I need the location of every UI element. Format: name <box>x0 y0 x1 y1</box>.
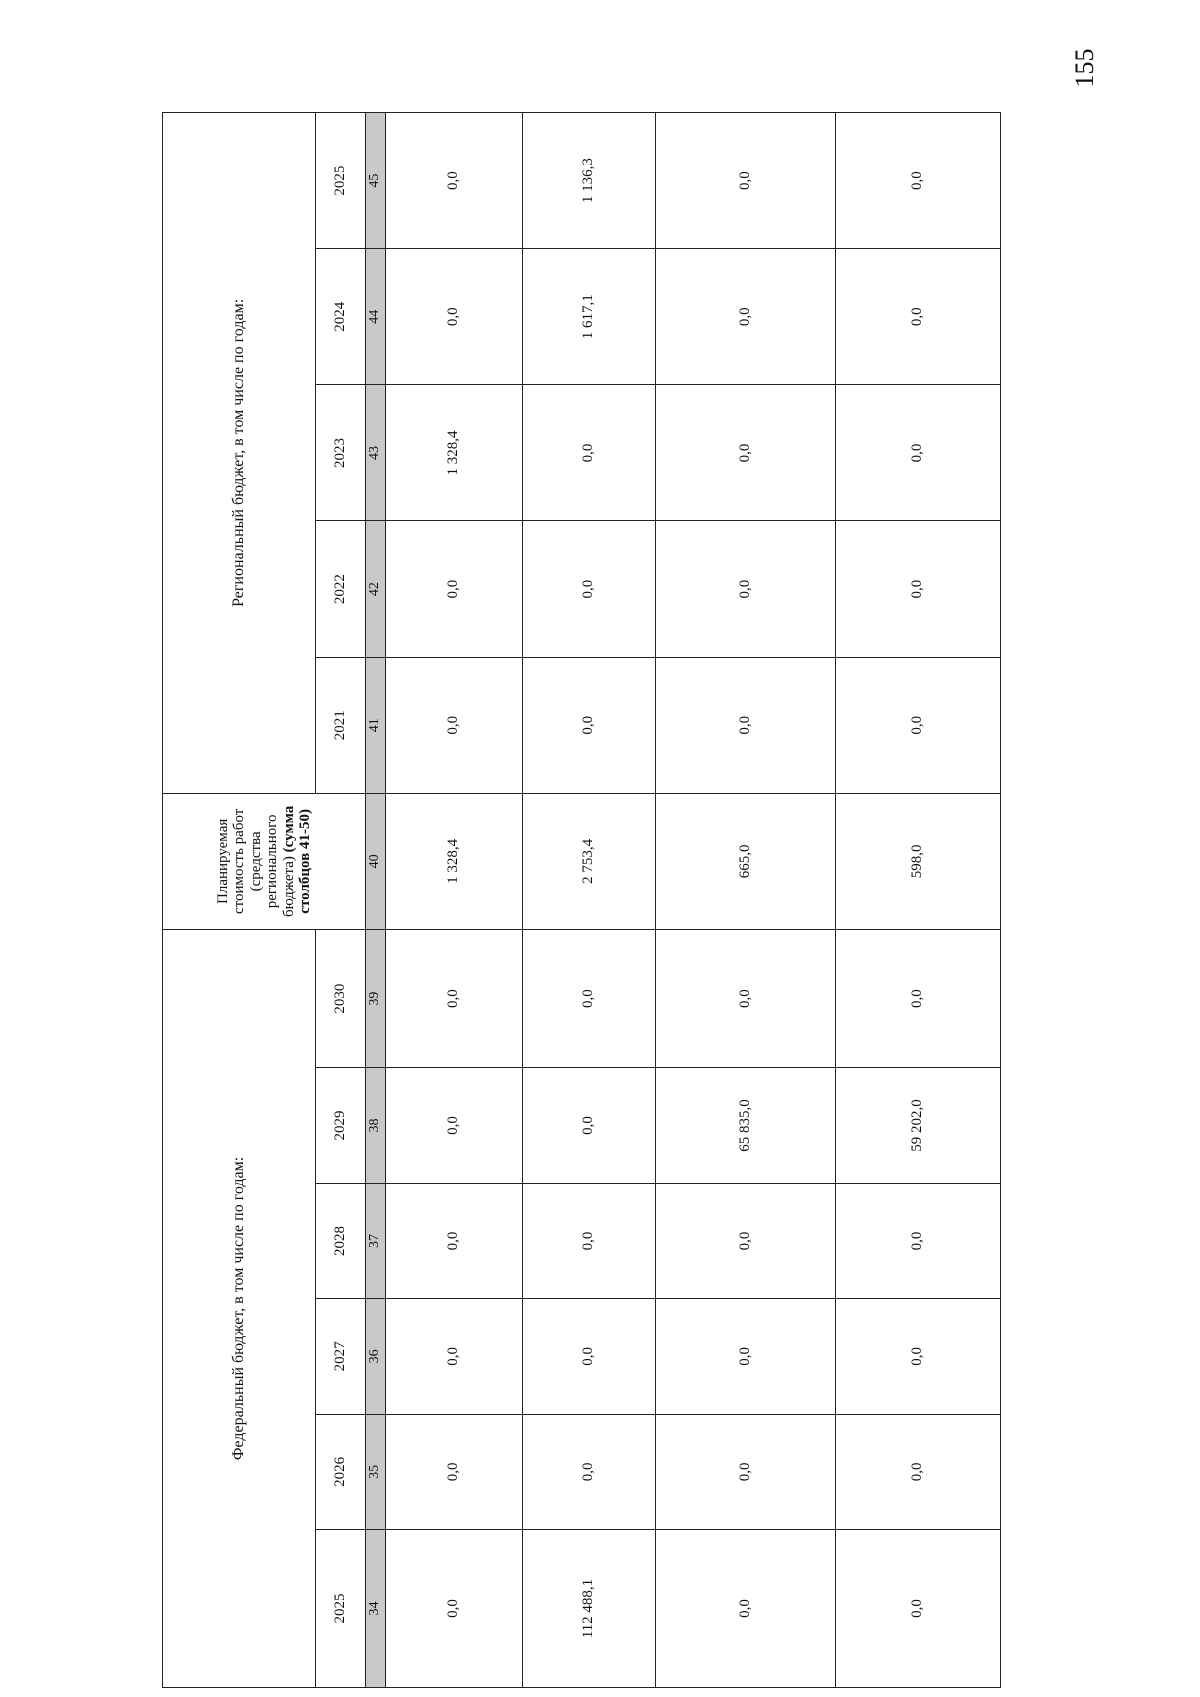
table-cell: 0,0 <box>836 521 1001 657</box>
year-header: 2021 <box>316 657 366 793</box>
table-cell: 0,0 <box>656 249 836 385</box>
table-cell: 0,0 <box>523 1299 656 1414</box>
column-number: 36 <box>366 1299 386 1414</box>
table-row <box>836 113 1001 1688</box>
column-number-row <box>366 113 386 1688</box>
column-number: 38 <box>366 1068 386 1183</box>
table-cell: 0,0 <box>386 521 523 657</box>
table-row <box>386 113 523 1688</box>
table-cell: 0,0 <box>386 113 523 249</box>
table-cell: 0,0 <box>656 521 836 657</box>
table-row <box>523 113 656 1688</box>
table-cell: 0,0 <box>523 1414 656 1529</box>
year-header: 2029 <box>316 1068 366 1183</box>
table-cell: 0,0 <box>656 113 836 249</box>
column-number: 45 <box>366 113 386 249</box>
plan-cost-bold-text: (сумма столбцов 41-50) <box>280 805 313 914</box>
column-number: 41 <box>366 657 386 793</box>
table-cell: 1 617,1 <box>523 249 656 385</box>
year-header: 2026 <box>316 1414 366 1529</box>
column-number: 42 <box>366 521 386 657</box>
column-number: 35 <box>366 1414 386 1529</box>
table-cell: 0,0 <box>836 113 1001 249</box>
federal-budget-header: Федеральный бюджет, в том числе по годам: <box>163 929 316 1687</box>
table-row <box>656 113 836 1688</box>
table-cell: 0,0 <box>386 657 523 793</box>
table-cell: 0,0 <box>523 929 656 1067</box>
table-cell: 0,0 <box>386 1183 523 1298</box>
year-header: 2025 <box>316 113 366 249</box>
table-cell: 0,0 <box>656 1183 836 1298</box>
table-cell: 1 136,3 <box>523 113 656 249</box>
table-cell: 0,0 <box>836 1299 1001 1414</box>
table-cell: 0,0 <box>836 385 1001 521</box>
year-header: 2030 <box>316 929 366 1067</box>
table-cell: 0,0 <box>836 1530 1001 1688</box>
table-cell: 0,0 <box>656 1299 836 1414</box>
table-cell: 59 202,0 <box>836 1068 1001 1183</box>
column-number: 43 <box>366 385 386 521</box>
plan-cost-text: Планируемая стоимость работ (средства регионального бюджета) <box>214 808 297 917</box>
table-cell: 0,0 <box>386 1299 523 1414</box>
year-header: 2023 <box>316 385 366 521</box>
table-cell: 0,0 <box>656 385 836 521</box>
table-cell: 1 328,4 <box>386 385 523 521</box>
page-number: 155 <box>1070 48 1099 88</box>
header-row-groups <box>163 113 316 1688</box>
column-number: 39 <box>366 929 386 1067</box>
table-cell: 598,0 <box>836 793 1001 929</box>
regional-budget-header: Региональный бюджет, в том числе по годам: <box>163 113 316 794</box>
column-number: 44 <box>366 249 386 385</box>
year-header: 2025 <box>316 1530 366 1688</box>
table-cell: 0,0 <box>656 929 836 1067</box>
table-cell: 0,0 <box>386 1530 523 1688</box>
table-cell: 0,0 <box>836 1183 1001 1298</box>
year-header: 2022 <box>316 521 366 657</box>
table-cell: 0,0 <box>656 1530 836 1688</box>
year-header: 2028 <box>316 1183 366 1298</box>
table-cell: 65 835,0 <box>656 1068 836 1183</box>
plan-cost-header <box>163 793 366 929</box>
year-header: 2027 <box>316 1299 366 1414</box>
table-cell: 0,0 <box>523 385 656 521</box>
table-cell: 0,0 <box>386 929 523 1067</box>
table-cell: 665,0 <box>656 793 836 929</box>
table-cell: 0,0 <box>523 1183 656 1298</box>
column-number: 40 <box>366 793 386 929</box>
table-cell: 0,0 <box>386 1068 523 1183</box>
table-cell: 0,0 <box>836 249 1001 385</box>
table-cell: 0,0 <box>386 1414 523 1529</box>
table-cell: 0,0 <box>836 929 1001 1067</box>
column-number: 34 <box>366 1530 386 1688</box>
table-cell: 0,0 <box>656 657 836 793</box>
table-cell: 0,0 <box>523 1068 656 1183</box>
column-number: 37 <box>366 1183 386 1298</box>
table-cell: 0,0 <box>656 1414 836 1529</box>
table-cell: 1 328,4 <box>386 793 523 929</box>
table-cell: 0,0 <box>836 1414 1001 1529</box>
budget-table-sheet <box>162 112 1000 1688</box>
year-header: 2024 <box>316 249 366 385</box>
table-cell: 0,0 <box>836 657 1001 793</box>
table-cell: 2 753,4 <box>523 793 656 929</box>
budget-table <box>162 112 1001 1688</box>
table-cell: 0,0 <box>523 657 656 793</box>
table-cell: 0,0 <box>523 521 656 657</box>
table-cell: 112 488,1 <box>523 1530 656 1688</box>
table-cell: 0,0 <box>386 249 523 385</box>
